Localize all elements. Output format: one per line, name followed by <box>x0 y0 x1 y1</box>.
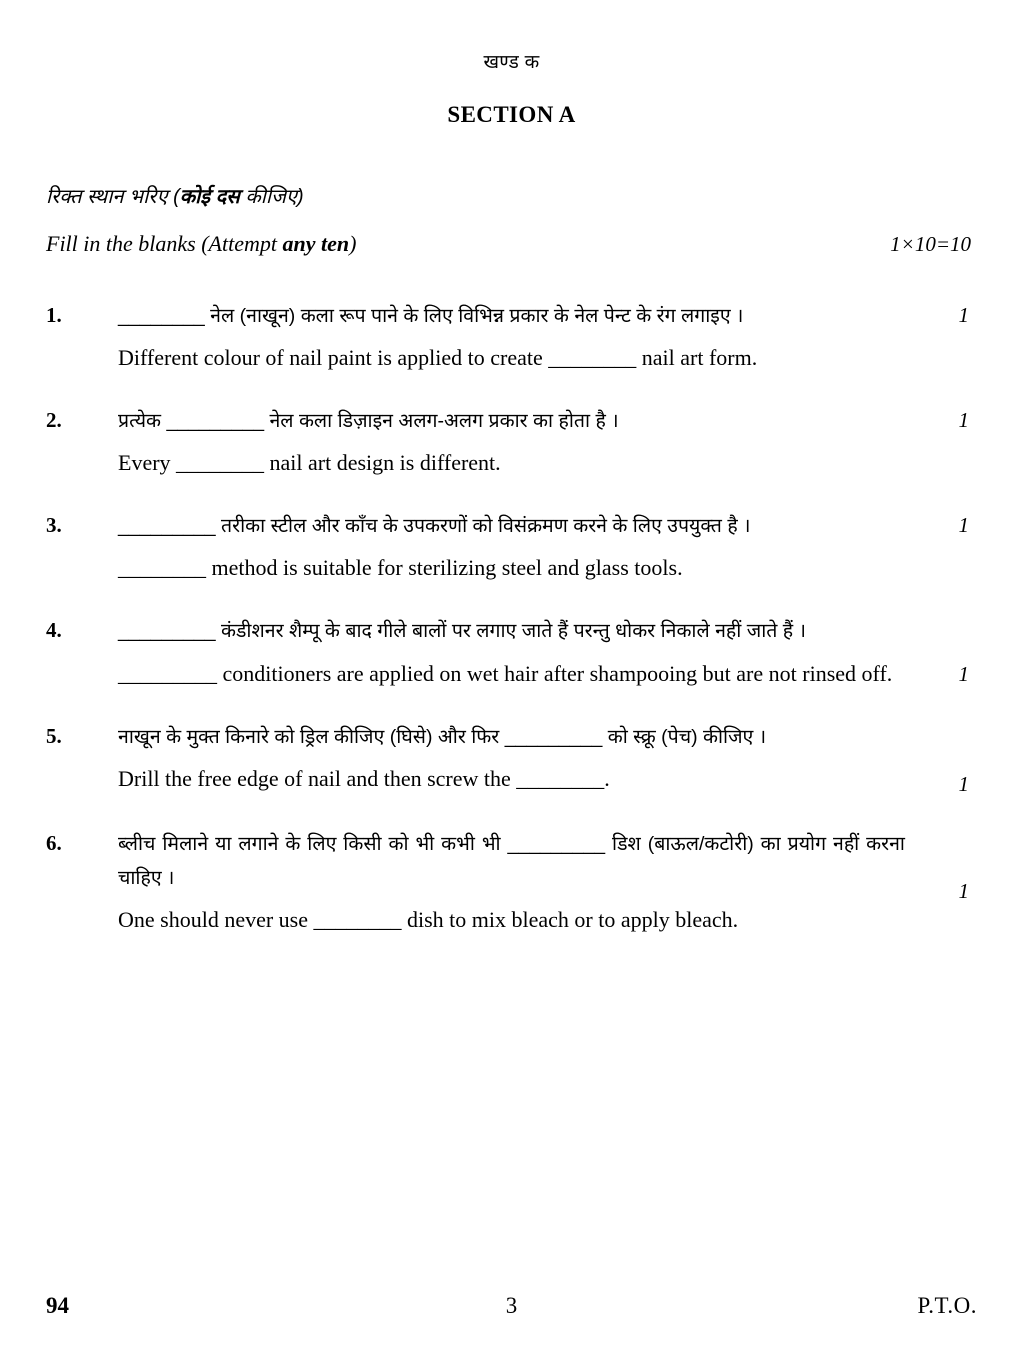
question-item <box>46 299 977 374</box>
question-text-hindi: प्रत्येक _________ नेल कला डिज़ाइन अलग-अलग प्रकार का होता है । <box>118 410 619 433</box>
question-body <box>118 827 915 936</box>
instruction-hindi-bold: कोई दस <box>179 186 240 208</box>
question-marks: 1 <box>958 513 969 538</box>
instruction-hindi <box>46 182 977 209</box>
question-marks: 1 <box>958 878 969 903</box>
question-text-hindi: नाखून के मुक्त किनारे को ड्रिल कीजिए (घिसे) और फिर _________ को स्क्रू (पेच) कीजिए । <box>118 725 767 748</box>
question-body <box>118 299 915 374</box>
question-marks: 1 <box>958 662 969 687</box>
question-number: 4. <box>46 618 62 643</box>
question-body <box>118 614 915 689</box>
section-heading-hindi: खण्ड क <box>483 52 540 73</box>
footer-page-number: 3 <box>505 1293 518 1318</box>
instruction-english-bold: any ten <box>282 231 350 256</box>
question-body <box>118 509 915 584</box>
question-item <box>46 614 977 689</box>
question-marks: 1 <box>958 771 969 796</box>
question-text-english: _________ conditioners are applied on wet hair after shampooing but are not rinsed off. <box>118 660 893 686</box>
question-number: 3. <box>46 513 62 538</box>
page-content <box>46 48 977 966</box>
question-text-english: Different colour of nail paint is applied to create ________ nail art form. <box>118 345 758 371</box>
instruction-english-row <box>46 231 977 257</box>
question-number: 2. <box>46 408 62 433</box>
question-text-english: One should never use ________ dish to mix bleach or to apply bleach. <box>118 906 739 932</box>
instruction-hindi-suffix: कीजिए) <box>239 186 304 208</box>
question-text-hindi: ब्लीच मिलाने या लगाने के लिए किसी को भी कभी भी _________ डिश (बाऊल/कटोरी) का प्रयोग नहीं करना चाहिए । <box>118 832 905 889</box>
question-item <box>46 720 977 797</box>
question-text-english: Every ________ nail art design is different. <box>118 450 501 476</box>
question-item <box>46 404 977 479</box>
question-body <box>118 720 915 795</box>
instruction-english-suffix: ) <box>349 231 357 256</box>
page-footer <box>46 1293 977 1319</box>
question-number: 1. <box>46 303 62 327</box>
question-marks: 1 <box>958 408 969 433</box>
question-number: 5. <box>46 723 62 748</box>
instruction-hindi-prefix: रिक्त स्थान भरिए ( <box>46 186 180 208</box>
question-text-english: Drill the free edge of nail and then screw the ________. <box>118 765 610 791</box>
question-number: 6. <box>46 830 62 855</box>
instruction-english <box>46 231 356 257</box>
instruction-english-prefix: Fill in the blanks (Attempt <box>46 231 283 256</box>
section-heading-english: SECTION A <box>447 102 576 127</box>
question-item <box>46 827 977 936</box>
question-text-hindi: _________ कंडीशनर शैम्पू के बाद गीले बालों पर लगाए जाते हैं परन्तु धोकर निकाले नहीं जाते हैं । <box>118 620 806 643</box>
instruction-marks: 1×10=10 <box>890 232 971 256</box>
question-marks: 1 <box>958 303 969 327</box>
question-text-hindi: ________ नेल (नाखून) कला रूप पाने के लिए विभिन्न प्रकार के नेल पेन्ट के रंग लगाइए । <box>118 305 744 327</box>
question-body <box>118 404 915 479</box>
question-item <box>46 509 977 584</box>
footer-code: 94 <box>46 1293 69 1318</box>
question-text-english: ________ method is suitable for sterilizing steel and glass tools. <box>118 555 683 581</box>
question-text-hindi: _________ तरीका स्टील और काँच के उपकरणों को विसंक्रमण करने के लिए उपयुक्त है । <box>118 515 751 538</box>
footer-pto: P.T.O. <box>917 1293 977 1318</box>
